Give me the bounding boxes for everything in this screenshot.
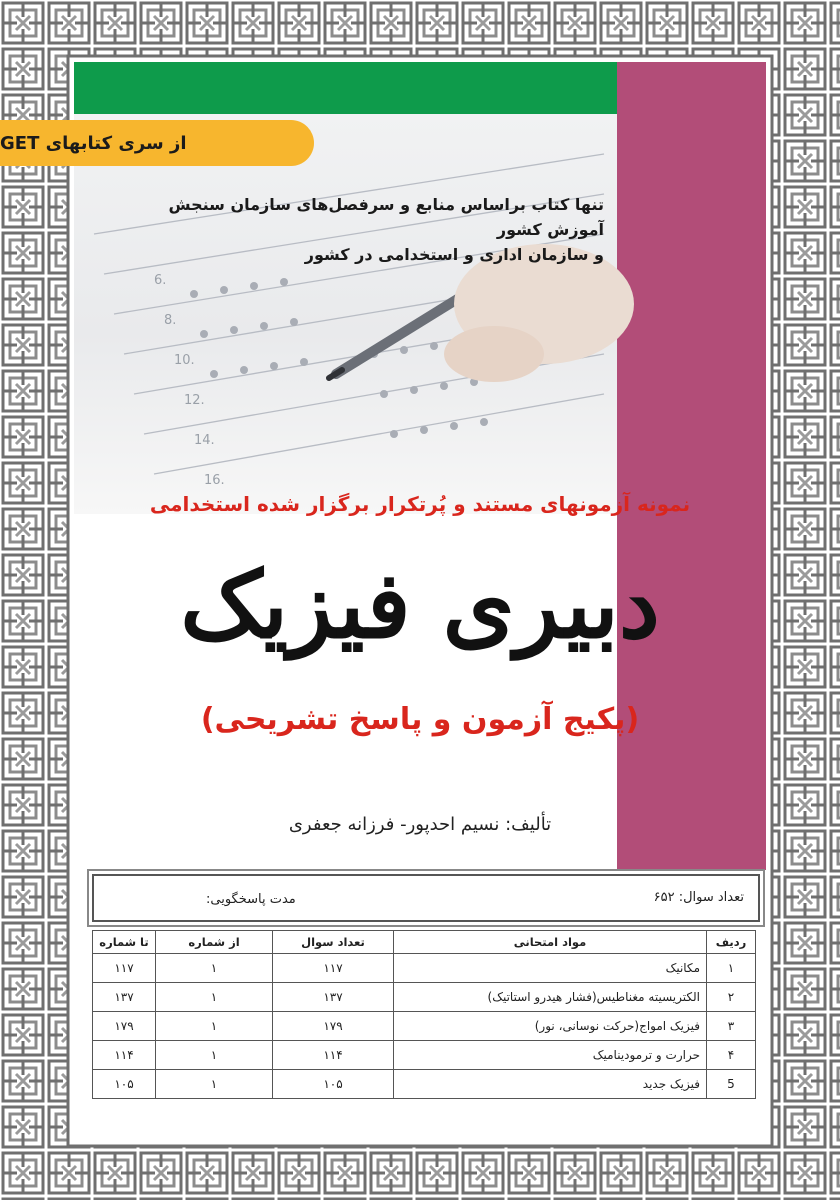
table-row: [93, 1012, 756, 1041]
series-badge: [0, 120, 314, 166]
row-number: ۴: [707, 1041, 756, 1070]
svg-text:6.: 6.: [154, 273, 167, 288]
table-header-row: [93, 931, 756, 954]
header-question-count: تعداد سوال: [273, 931, 394, 954]
cover-subtitle: نمونه آزمونهای مستند و پُرتکرار برگزار شده استخدامی: [149, 492, 691, 516]
svg-text:8.: 8.: [164, 313, 177, 328]
magenta-panel: [617, 62, 766, 870]
row-number: ۱: [707, 954, 756, 983]
from-number-cell: ۱: [156, 1041, 273, 1070]
to-number-cell: ۱۱۴: [93, 1041, 156, 1070]
row-number: ۳: [707, 1012, 756, 1041]
row-number: ۲: [707, 983, 756, 1012]
header-from-number: از شماره: [156, 931, 273, 954]
cover-panel: [0, 62, 766, 1140]
to-number-cell: ۱۰۵: [93, 1070, 156, 1099]
subject-name: مکانیک: [394, 954, 707, 983]
subject-name: حرارت و ترمودینامیک: [394, 1041, 707, 1070]
tagline-line-1: تنها کتاب براساس منابع و سرفصل‌های سازمان سنجش آموزش کشور: [168, 195, 604, 239]
svg-text:14.: 14.: [194, 433, 215, 448]
header-row-number: ردیف: [707, 931, 756, 954]
series-badge-label: از سری کتابهای GET: [0, 132, 187, 154]
question-count-cell: ۱۱۴: [273, 1041, 394, 1070]
to-number-cell: ۱۳۷: [93, 983, 156, 1012]
table-row: [93, 954, 756, 983]
subject-name: فیزیک امواج(حرکت نوسانی، نور): [394, 1012, 707, 1041]
to-number-cell: ۱۱۷: [93, 954, 156, 983]
from-number-cell: ۱: [156, 954, 273, 983]
table-row: [93, 1041, 756, 1070]
question-count-label: تعداد سوال:: [678, 890, 744, 905]
svg-text:12.: 12.: [184, 393, 205, 408]
question-count-cell: ۱۱۷: [273, 954, 394, 983]
authors: تألیف: نسیم احدپور- فرزانه جعفری: [288, 814, 552, 835]
table-row: [93, 1070, 756, 1099]
exam-info-box: [92, 874, 760, 922]
svg-text:16.: 16.: [204, 473, 225, 488]
question-count-cell: ۱۳۷: [273, 983, 394, 1012]
from-number-cell: ۱: [156, 1012, 273, 1041]
package-title: (پکیج آزمون و پاسخ تشریحی): [200, 702, 640, 737]
svg-text:10.: 10.: [174, 353, 195, 368]
row-number: 5: [707, 1070, 756, 1099]
duration-label: مدت پاسخگویی:: [206, 892, 296, 907]
subjects-table: [92, 930, 756, 1099]
question-count-cell: ۱۰۵: [273, 1070, 394, 1099]
subject-name: الکتریسیته مغناطیس(فشار هیدرو استاتیک): [394, 983, 707, 1012]
from-number-cell: ۱: [156, 983, 273, 1012]
tagline: [124, 192, 604, 267]
exam-sheet-illustration: [74, 114, 617, 514]
table-row: [93, 983, 756, 1012]
subject-name: فیزیک جدید: [394, 1070, 707, 1099]
header-subject: مواد امتحانی: [394, 931, 707, 954]
header-to-number: تا شماره: [93, 931, 156, 954]
question-count-value: ۶۵۲: [653, 890, 675, 905]
question-count-cell: ۱۷۹: [273, 1012, 394, 1041]
exam-sheet-icon: [74, 114, 617, 514]
question-count: [654, 890, 744, 905]
to-number-cell: ۱۷۹: [93, 1012, 156, 1041]
from-number-cell: ۱: [156, 1070, 273, 1099]
tagline-line-2: و سازمان اداری و استخدامی در کشور: [304, 245, 604, 264]
cover-title: دبیری فیزیک: [180, 551, 660, 659]
